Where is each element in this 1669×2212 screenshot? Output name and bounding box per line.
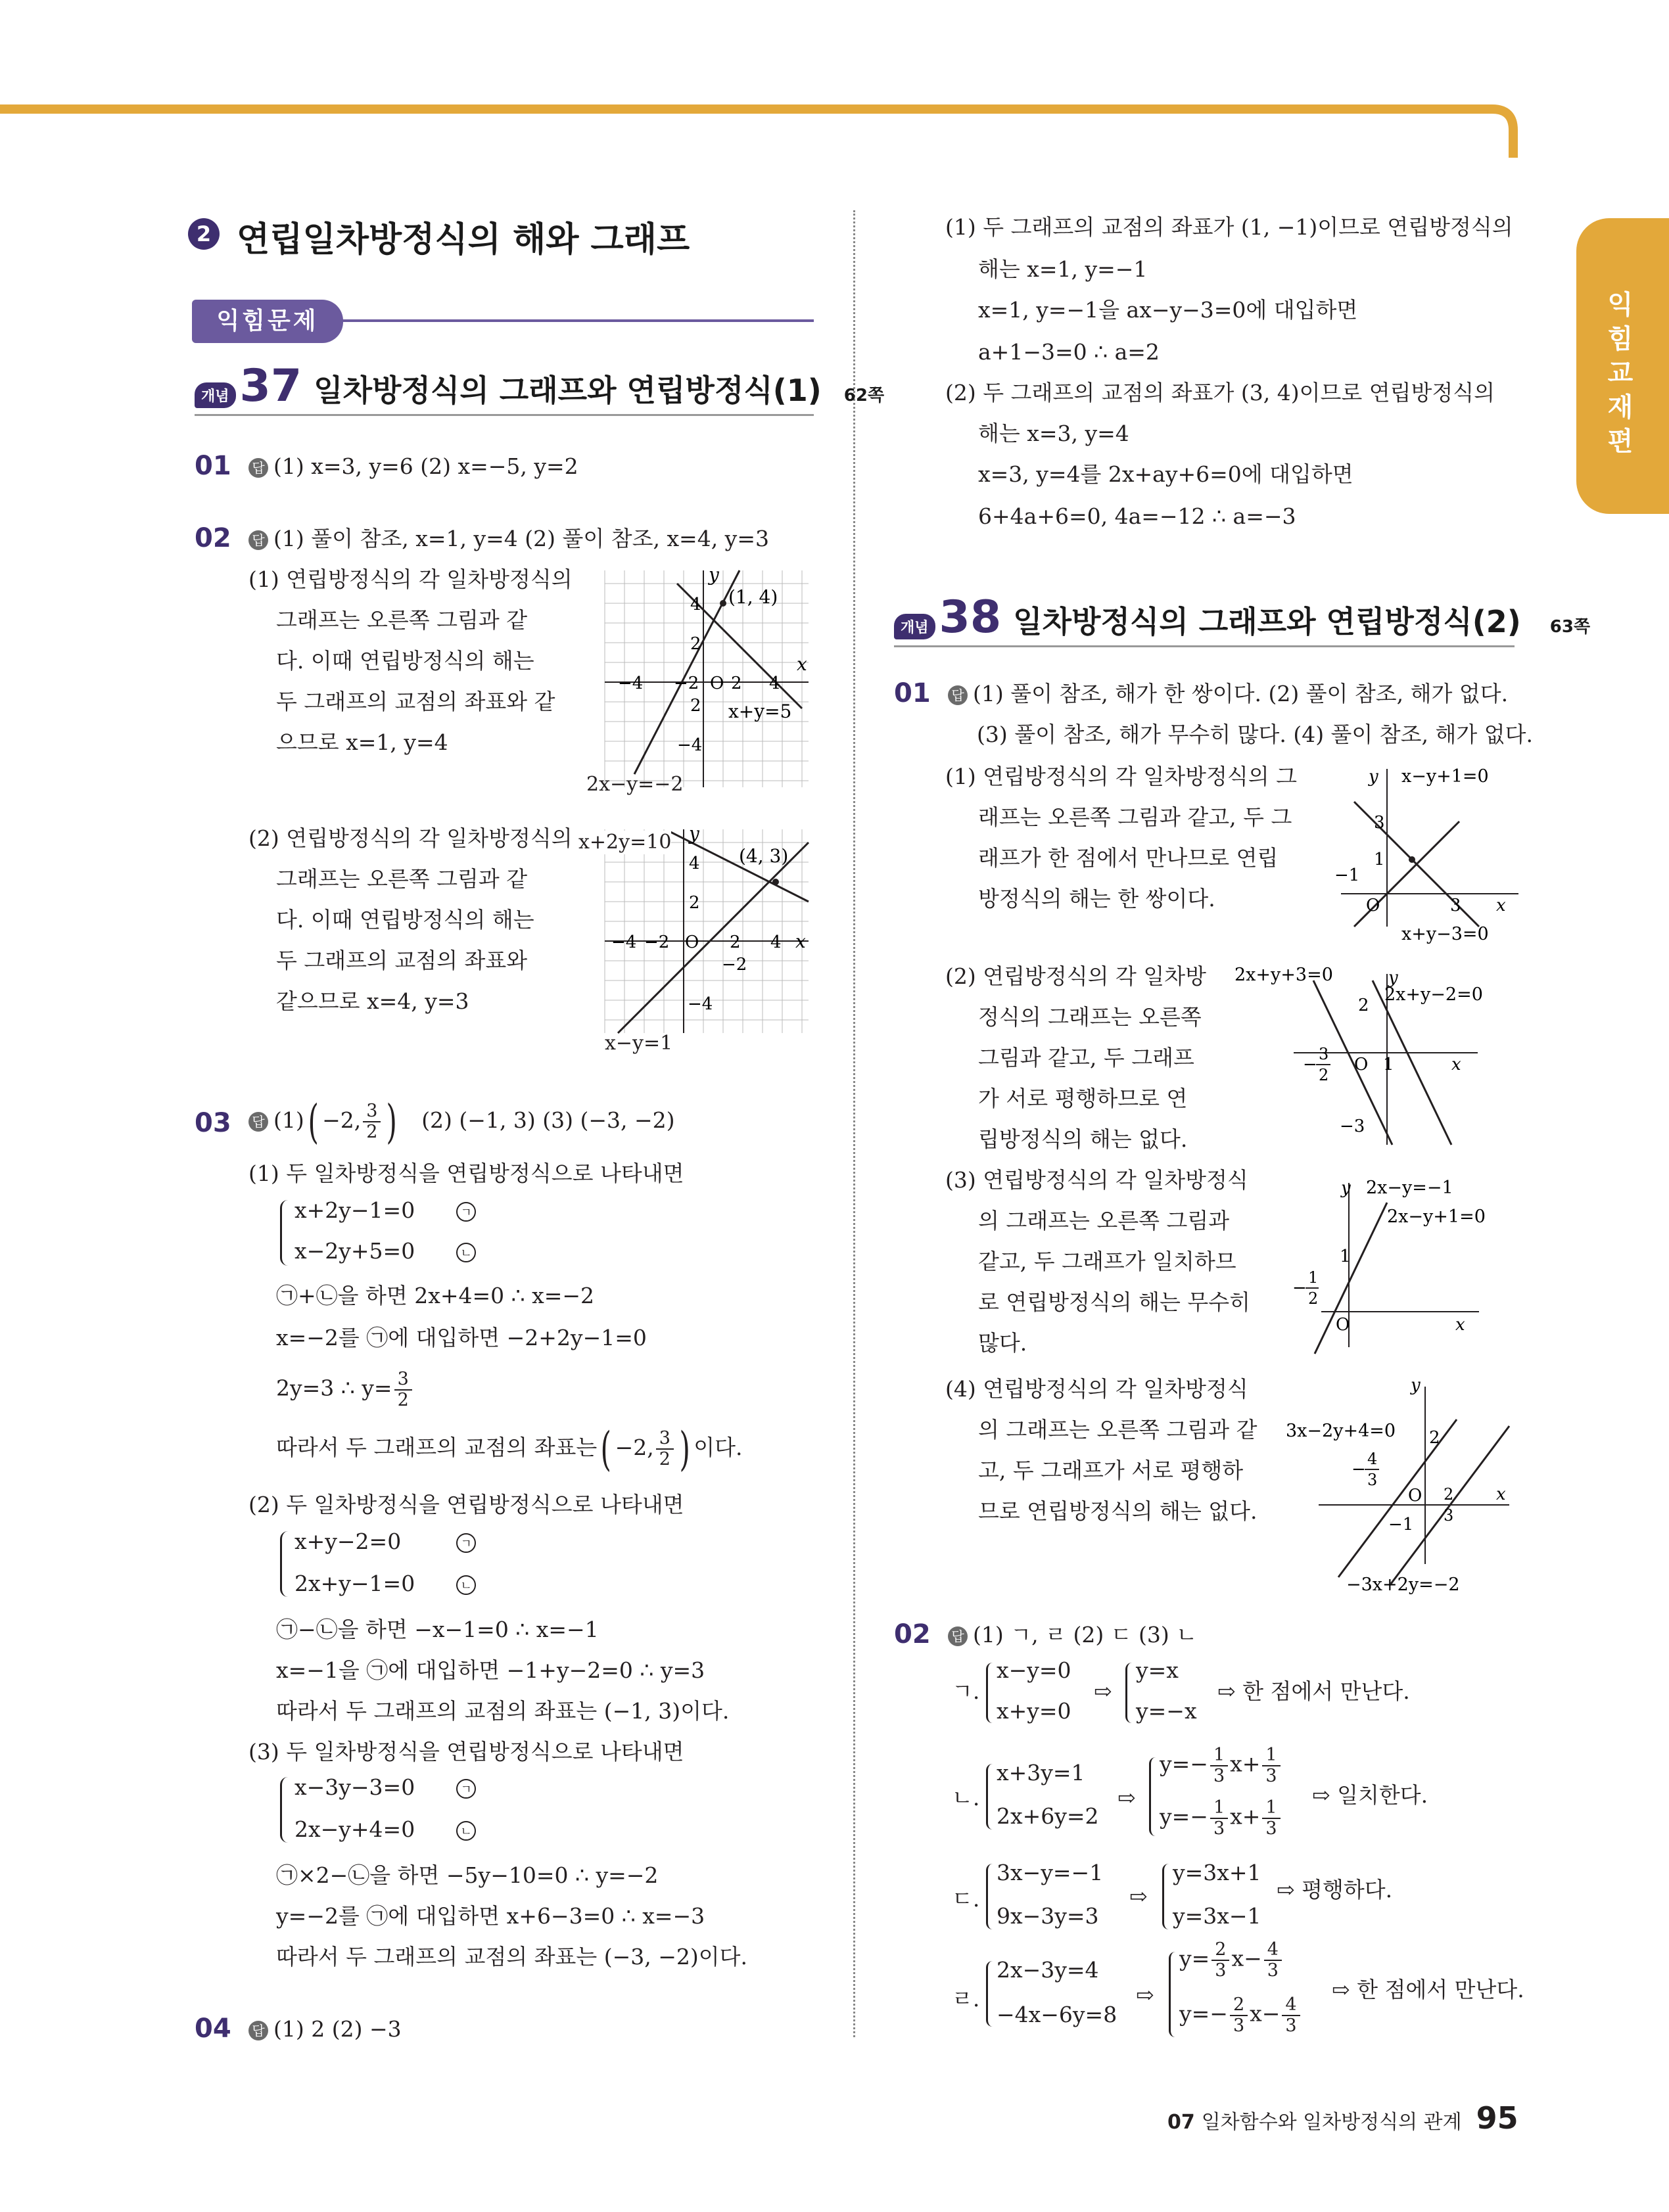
label-line1: x−y+1=0 <box>1401 766 1489 787</box>
fraction: $\frac{3}{2}$ <box>363 1101 381 1141</box>
label-line2: −3x+2y=−2 <box>1346 1575 1460 1595</box>
concept-page: 63쪽 <box>1549 617 1591 637</box>
answer-mark: 답 <box>948 1626 968 1646</box>
q02-p1-2: 다. 이때 연립방정식의 해는 <box>276 648 534 674</box>
q03-s3-intro: (3) 두 일차방정식을 연립방정식으로 나타내면 <box>248 1739 684 1764</box>
r01-p4-1: 의 그래프는 오른쪽 그림과 같 <box>978 1417 1258 1442</box>
axis-x: x <box>1496 1485 1506 1504</box>
q04-number: 04 <box>195 2014 231 2044</box>
tick-2: 2 <box>1429 1428 1440 1448</box>
rt-3: a+1−3=0 ∴ a=2 <box>978 339 1160 365</box>
circled-na: ㄴ <box>456 1821 476 1841</box>
q03-s1-intro: (1) 두 일차방정식을 연립방정식으로 나타내면 <box>248 1161 684 1186</box>
r01-graph-4 <box>1286 1373 1525 1603</box>
r02-r-e1: 2x−3y=4 <box>997 1957 1099 1983</box>
practice-label: 익힘문제 <box>192 300 343 343</box>
r01-p1-1: 래프는 오른쪽 그림과 같고, 두 그 <box>978 804 1292 830</box>
brace <box>280 1200 291 1266</box>
r02-d-result: ⇨ 평행하다. <box>1277 1877 1393 1902</box>
q01-answer-text: (1) x=3, y=6 (2) x=−5, y=2 <box>273 453 578 479</box>
tick-y-4: −4 <box>688 994 713 1014</box>
concept-page: 62쪽 <box>843 386 885 405</box>
label-line2: 2x−y+1=0 <box>1387 1207 1486 1227</box>
brace <box>1169 1952 1179 2037</box>
brace <box>986 1961 996 2027</box>
q02-p2-0: (2) 연립방정식의 각 일차방정식의 <box>248 825 573 851</box>
r02-n-label: ㄴ. <box>952 1785 980 1810</box>
r01-p1-0: (1) 연립방정식의 각 일차방정식의 그 <box>945 764 1297 789</box>
axis-x: x <box>1451 1055 1461 1074</box>
r01-graph-3 <box>1288 1170 1525 1360</box>
frac-num: 1 <box>1308 1268 1319 1287</box>
r02-g-s1: y=x <box>1136 1657 1179 1683</box>
q03-s2-intro: (2) 두 일차방정식을 연립방정식으로 나타내면 <box>248 1492 684 1517</box>
q02-p2-1: 그래프는 오른쪽 그림과 같 <box>276 866 528 892</box>
tick-x4: 4 <box>769 674 780 693</box>
frac-den: 2 <box>1319 1066 1329 1084</box>
section-number: 2 <box>188 218 220 250</box>
q02-p2-2: 다. 이때 연립방정식의 해는 <box>276 907 534 933</box>
concept-number: 37 <box>239 360 302 412</box>
r02-answer <box>948 1622 1197 1648</box>
q03-ans-c: (2) (−1, 3) (3) (−3, −2) <box>421 1107 675 1133</box>
q03-s1-l5: 2y=3 ∴ y= $\frac{3}{2}$ <box>276 1370 414 1410</box>
brace <box>986 1663 996 1723</box>
q02-p2-4: 같으므로 x=4, y=3 <box>276 988 469 1014</box>
answer-mark: 답 <box>248 2021 268 2040</box>
r01-p4-0: (4) 연립방정식의 각 일차방정식 <box>945 1376 1248 1402</box>
label-line1: 2x+y+3=0 <box>1234 965 1333 985</box>
r01-graph-1 <box>1328 762 1525 953</box>
frac-num: 3 <box>1319 1045 1329 1063</box>
tick-1: 1 <box>1340 1247 1351 1266</box>
r02-n-e1: x+3y=1 <box>997 1760 1085 1786</box>
answer-mark: 답 <box>248 458 268 478</box>
q02-g2-l2: x−y=1 <box>605 1032 673 1055</box>
circled-na: ㄴ <box>456 1243 476 1262</box>
concept38-rule <box>894 645 1515 647</box>
label-line1: 2x−y=−1 <box>1366 1178 1453 1198</box>
q03-ans-a: (1) <box>273 1107 304 1133</box>
r01-p4-3: 므로 연립방정식의 해는 없다. <box>978 1498 1258 1524</box>
tick-2: 2 <box>1358 996 1369 1015</box>
r01-p3-3: 로 연립방정식의 해는 무수히 <box>978 1289 1251 1315</box>
brace <box>280 1777 291 1843</box>
tick-3: 3 <box>1374 813 1385 833</box>
section-title: 연립일차방정식의 해와 그래프 <box>237 220 690 260</box>
top-bar <box>0 99 1525 164</box>
answer-mark: 답 <box>248 530 268 550</box>
tick-x3: 3 <box>1450 896 1461 915</box>
q02-g2-l1: x+2y=10 <box>578 831 672 854</box>
q02-graph-1 <box>578 565 815 802</box>
graph-line-coincident <box>1315 1203 1387 1354</box>
r01-p2-0: (2) 연립방정식의 각 일차방 <box>945 963 1206 989</box>
r02-n-e2: 2x+6y=2 <box>997 1803 1099 1829</box>
r02-n-result: ⇨ 일치한다. <box>1312 1782 1428 1808</box>
r02-r-arrow: ⇨ <box>1136 1982 1154 2008</box>
label-line2: x+y−3=0 <box>1401 924 1489 944</box>
rt-0: (1) 두 그래프의 교점의 좌표가 (1, −1)이므로 연립방정식의 <box>945 214 1513 240</box>
tick-m4: −4 <box>618 674 644 693</box>
r01-p2-3: 가 서로 평행하므로 연 <box>978 1086 1188 1111</box>
circled-ga: ㄱ <box>456 1202 476 1222</box>
q02-p1-0: (1) 연립방정식의 각 일차방정식의 <box>248 566 573 592</box>
q03-answer <box>248 1095 675 1149</box>
r02-number: 02 <box>894 1619 931 1649</box>
origin: O <box>1366 896 1380 915</box>
origin: O <box>1354 1055 1369 1074</box>
concept-number: 38 <box>939 591 1002 643</box>
concept37-rule <box>195 414 814 416</box>
r02-r-e2: −4x−6y=8 <box>997 2002 1117 2027</box>
rt-7: 6+4a+6=0, 4a=−12 ∴ a=−3 <box>978 503 1296 529</box>
q02-answer <box>248 526 769 552</box>
r02-r-result: ⇨ 한 점에서 만난다. <box>1332 1977 1524 2002</box>
label-line2: 2x+y−2=0 <box>1384 984 1483 1005</box>
r02-n-s1: y=− $\frac{1}{3}$ x+ $\frac{1}{3}$ <box>1160 1745 1282 1786</box>
brace <box>1162 1864 1172 1929</box>
footer-chapter: 07 <box>1167 2111 1195 2134</box>
page-number: 95 <box>1476 2100 1518 2136</box>
r02-n-s2: y=− $\frac{1}{3}$ x+ $\frac{1}{3}$ <box>1160 1798 1282 1838</box>
axis-y: y <box>1369 767 1378 787</box>
tick-x4: 4 <box>770 933 782 952</box>
q03-s2-l3: ㉠−㉡을 하면 −x−1=0 ∴ x=−1 <box>276 1617 599 1642</box>
q02-p1-1: 그래프는 오른쪽 그림과 같 <box>276 607 528 633</box>
fraction: $\frac{3}{2}$ <box>656 1429 674 1469</box>
r01-p2-1: 정식의 그래프는 오른쪽 <box>978 1004 1202 1030</box>
axis-x: x <box>797 653 807 675</box>
frac-den: 3 <box>1367 1471 1378 1489</box>
r01-p2-2: 그림과 같고, 두 그래프 <box>978 1045 1194 1071</box>
q01-answer <box>248 453 578 480</box>
q03-s2-eq1: x+y−2=0 ㄱ <box>294 1529 476 1555</box>
r01-answer-2: (3) 풀이 참조, 해가 무수히 많다. (4) 풀이 참조, 해가 없다. <box>977 722 1534 747</box>
r02-d-s1: y=3x+1 <box>1173 1860 1261 1885</box>
brace <box>1125 1663 1135 1723</box>
concept-title: 일차방정식의 그래프와 연립방정식(2) <box>1013 604 1521 639</box>
q03-s3-eq2: 2x−y+4=0 ㄴ <box>294 1816 476 1843</box>
label-line1: 3x−2y+4=0 <box>1286 1421 1396 1441</box>
r02-d-label: ㄷ. <box>952 1886 980 1912</box>
tick-1: 1 <box>1383 1055 1394 1074</box>
concept37-header <box>195 360 884 412</box>
practice-rule <box>342 319 814 322</box>
answer-mark: 답 <box>248 1112 268 1132</box>
q02-p1-4: 으므로 x=1, y=4 <box>276 729 448 755</box>
q04-answer-text: (1) 2 (2) −3 <box>273 2016 402 2042</box>
r01-p3-4: 많다. <box>978 1330 1027 1356</box>
r01-p1-3: 방정식의 해는 한 쌍이다. <box>978 886 1215 911</box>
r02-r-s2: y=− $\frac{2}{3}$ x− $\frac{4}{3}$ <box>1179 1995 1302 2035</box>
concept-badge: 개념 <box>894 614 935 639</box>
q03-s2-l5: 따라서 두 그래프의 교점의 좌표는 (−1, 3)이다. <box>276 1698 730 1724</box>
r02-d-e1: 3x−y=−1 <box>997 1860 1104 1885</box>
q03-s3-l3: ㉠×2−㉡을 하면 −5y−10=0 ∴ y=−2 <box>276 1862 659 1888</box>
frac2-den: 3 <box>1444 1506 1454 1525</box>
r01-p3-0: (3) 연립방정식의 각 일차방정식 <box>945 1167 1248 1193</box>
tick-y-4: −4 <box>677 735 703 755</box>
q01-number: 01 <box>195 451 231 481</box>
brace <box>280 1531 291 1597</box>
rt-2: x=1, y=−1을 ax−y−3=0에 대입하면 <box>978 297 1358 323</box>
r01-p3-1: 의 그래프는 오른쪽 그림과 <box>978 1208 1230 1233</box>
axis-y: y <box>689 824 699 844</box>
tick-m2: −2 <box>644 933 670 952</box>
axis-x: x <box>1455 1315 1465 1335</box>
q03-s1-eq1: x+2y−1=0 ㄱ <box>294 1197 476 1224</box>
column-divider <box>853 210 855 2037</box>
q02-number: 02 <box>195 523 231 553</box>
q03-s1-l3: ㉠+㉡을 하면 2x+4=0 ∴ x=−2 <box>276 1283 595 1308</box>
q03-s1-l4: x=−2를 ㉠에 대입하면 −2+2y−1=0 <box>276 1325 647 1350</box>
circled-ga: ㄱ <box>456 1779 476 1799</box>
q03-s2-l4: x=−1을 ㉠에 대입하면 −1+y−2=0 ∴ y=3 <box>276 1657 705 1683</box>
tick-4: 4 <box>690 595 701 614</box>
rt-6: x=3, y=4를 2x+ay+6=0에 대입하면 <box>978 461 1353 487</box>
circled-na: ㄴ <box>456 1575 476 1595</box>
r01-p3-2: 같고, 두 그래프가 일치하므 <box>978 1249 1236 1274</box>
frac-minus: − <box>1292 1278 1307 1298</box>
r02-r-label: ㄹ. <box>952 1986 980 2012</box>
brace <box>1149 1757 1159 1836</box>
tick-1: 1 <box>1374 850 1385 869</box>
r02-r-s1: y= $\frac{2}{3}$ x− $\frac{4}{3}$ <box>1179 1940 1284 1980</box>
origin: O <box>1408 1486 1422 1506</box>
axis-x: x <box>1496 896 1506 915</box>
rt-5: 해는 x=3, y=4 <box>978 421 1129 446</box>
q03-ans-b: −2, <box>322 1107 362 1133</box>
footer <box>1167 2100 1518 2136</box>
intersection-point <box>1409 856 1415 863</box>
tick-m2: −2 <box>674 674 699 693</box>
tick-x2: 2 <box>730 933 741 952</box>
q03-s3-l4: y=−2를 ㉠에 대입하면 x+6−3=0 ∴ x=−3 <box>276 1903 705 1929</box>
q03-s1-eq2: x−2y+5=0 ㄴ <box>294 1238 476 1264</box>
axis-x: x <box>795 931 806 952</box>
q02-answer-text: (1) 풀이 참조, x=1, y=4 (2) 풀이 참조, x=4, y=3 <box>273 526 769 551</box>
concept-title: 일차방정식의 그래프와 연립방정식(1) <box>314 373 822 408</box>
r01-number: 01 <box>894 678 931 708</box>
origin: O <box>710 674 724 693</box>
r02-g-s2: y=−x <box>1136 1698 1197 1724</box>
q03-s1-l6: 따라서 두 그래프의 교점의 좌표는( −2, $\frac{3}{2}$ ) 이다. <box>276 1422 743 1476</box>
r01-ans1: (1) 풀이 참조, 해가 한 쌍이다. (2) 풀이 참조, 해가 없다. <box>973 681 1509 706</box>
tick-2: 2 <box>690 634 701 654</box>
intersection-point <box>772 879 779 885</box>
label-point: (1, 4) <box>728 586 778 608</box>
r02-g-result: ⇨ 한 점에서 만난다. <box>1217 1678 1410 1704</box>
q03-s3-eq1: x−3y−3=0 ㄱ <box>294 1774 476 1801</box>
footer-title: 일차함수와 일차방정식의 관계 <box>1201 2111 1462 2134</box>
q02-g1-l2: 2x−y=−2 <box>586 773 684 796</box>
q03-s2-eq2: 2x+y−1=0 ㄴ <box>294 1571 476 1597</box>
q03-s3-l5: 따라서 두 그래프의 교점의 좌표는 (−3, −2)이다. <box>276 1944 748 1970</box>
tick-m4: −4 <box>611 933 637 952</box>
brace <box>986 1864 996 1929</box>
q02-graph-2 <box>578 824 815 1041</box>
origin: O <box>1336 1315 1350 1335</box>
q03-number: 03 <box>195 1108 231 1138</box>
side-tab-label: 익힘교재편 <box>1607 290 1634 457</box>
axis-y: y <box>1388 968 1398 988</box>
r01-p4-2: 고, 두 그래프가 서로 평행하 <box>978 1458 1244 1483</box>
r02-g-e2: x+y=0 <box>997 1698 1071 1724</box>
tick-y-2: 2 <box>690 696 701 716</box>
q02-p2-3: 두 그래프의 교점의 좌표와 <box>276 948 528 973</box>
r02-d-arrow: ⇨ <box>1129 1883 1148 1909</box>
brace <box>986 1764 996 1830</box>
concept-badge: 개념 <box>195 382 236 408</box>
label-point: (4, 3) <box>739 845 789 867</box>
frac-minus: − <box>1303 1055 1317 1074</box>
r01-p2-4: 립방정식의 해는 없다. <box>978 1126 1188 1152</box>
rt-1: 해는 x=1, y=−1 <box>978 256 1148 282</box>
q02-p1-3: 두 그래프의 교점의 좌표와 같 <box>276 689 555 714</box>
fraction: $\frac{3}{2}$ <box>394 1370 412 1410</box>
r02-answer-text: (1) ㄱ, ㄹ (2) ㄷ (3) ㄴ <box>973 1622 1198 1647</box>
label-line1: x+y=5 <box>728 701 792 722</box>
circled-ga: ㄱ <box>456 1533 476 1553</box>
tick-m3: −3 <box>1340 1117 1365 1136</box>
r02-n-arrow: ⇨ <box>1117 1785 1136 1810</box>
frac-den: 2 <box>1308 1289 1319 1308</box>
tick-x2: 2 <box>731 674 742 693</box>
rt-4: (2) 두 그래프의 교점의 좌표가 (3, 4)이므로 연립방정식의 <box>945 380 1495 405</box>
r02-d-s2: y=3x−1 <box>1173 1903 1261 1929</box>
r02-g-e1: x−y=0 <box>997 1657 1071 1683</box>
tick-m1: −1 <box>1334 865 1360 885</box>
tick-4: 4 <box>689 854 700 873</box>
r02-g-arrow: ⇨ <box>1094 1678 1112 1704</box>
paren: ( <box>308 1095 319 1149</box>
r01-answer-1 <box>948 681 1508 707</box>
paren: ) <box>386 1095 398 1149</box>
concept38-header <box>894 591 1590 643</box>
intersection-point <box>720 600 726 607</box>
answer-mark: 답 <box>948 685 968 705</box>
axis-y: y <box>1341 1178 1351 1198</box>
frac-num: 4 <box>1367 1450 1378 1468</box>
frac2-num: 2 <box>1444 1485 1454 1504</box>
tick-m1: −1 <box>1388 1515 1414 1534</box>
axis-y: y <box>1411 1375 1421 1395</box>
r02-g-label: ㄱ. <box>952 1678 980 1704</box>
frac-minus: − <box>1352 1460 1366 1479</box>
r01-graph-2 <box>1234 961 1524 1151</box>
origin: O <box>685 933 699 952</box>
r01-p1-2: 래프가 한 점에서 만나므로 연립 <box>978 845 1279 871</box>
q04-answer <box>248 2016 402 2042</box>
tick-y-2: −2 <box>722 955 747 975</box>
axis-y: y <box>709 565 719 586</box>
r02-d-e2: 9x−3y=3 <box>997 1903 1099 1929</box>
tick-2: 2 <box>689 893 700 913</box>
